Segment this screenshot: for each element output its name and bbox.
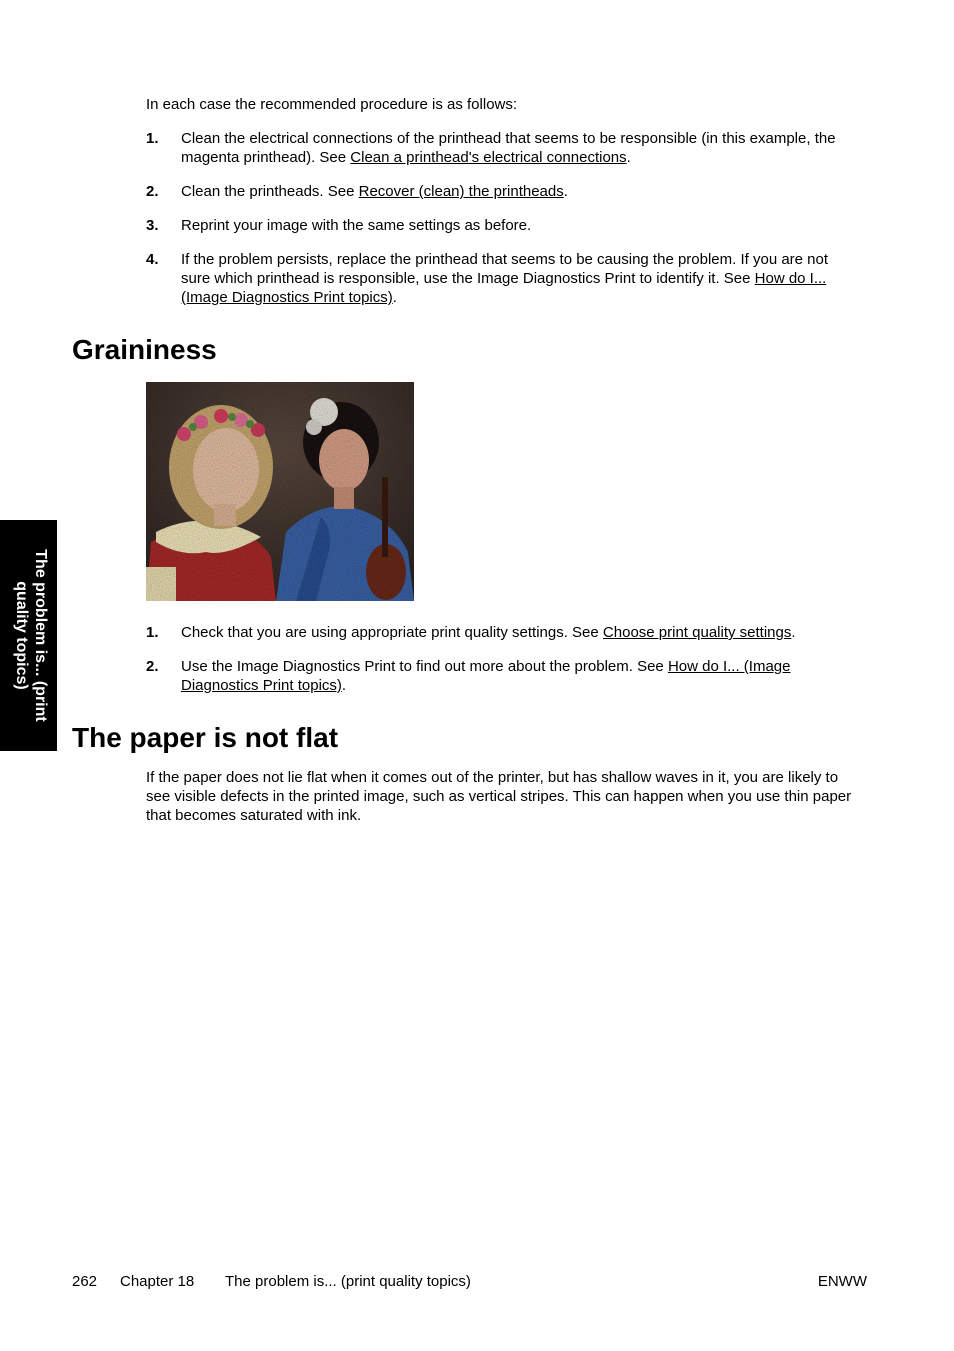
step-number: 2. xyxy=(146,658,159,675)
step-number: 2. xyxy=(146,183,159,200)
link-recover-printheads[interactable]: Recover (clean) the printheads xyxy=(358,183,564,200)
footer-section: The problem is... (print quality topics) xyxy=(225,1273,471,1290)
link-image-diagnostics-topics[interactable]: How do I... (Image Diagnostics Print topics) xyxy=(181,658,791,694)
list-item xyxy=(146,216,861,235)
list-item xyxy=(146,182,861,201)
step-number: 1. xyxy=(146,624,159,641)
step-punct: . xyxy=(341,677,347,694)
chapter-side-tab xyxy=(0,520,57,751)
step-text: Use the Image Diagnostics Print to find out more about the problem. See xyxy=(181,658,668,675)
footer-chapter: Chapter 18 xyxy=(120,1273,195,1290)
procedure-list xyxy=(146,129,861,322)
link-choose-print-quality[interactable]: Choose print quality settings xyxy=(602,624,792,641)
step-text: Reprint your image with the same settings as before. xyxy=(181,217,532,234)
page-number: 262 xyxy=(72,1273,98,1290)
list-item xyxy=(146,623,861,642)
intro-text: In each case the recommended procedure is as follows: xyxy=(146,96,518,113)
link-clean-electrical-connections[interactable]: Clean a printhead's electrical connections xyxy=(350,149,627,166)
step-number: 4. xyxy=(146,251,159,268)
step-text: Check that you are using appropriate print quality settings. See xyxy=(181,624,603,641)
footer-code: ENWW xyxy=(817,1273,867,1290)
graininess-list xyxy=(146,623,861,710)
step-text: Clean the printheads. See xyxy=(181,183,359,200)
step-text: If the problem persists, replace the printhead that seems to be causing the problem. If you are not sure which printhead is responsible, use the Image Diagnostics Print to identify it. See xyxy=(181,251,829,287)
step-punct: . xyxy=(626,149,631,166)
step-punct: . xyxy=(791,624,796,641)
page-footer xyxy=(72,1272,867,1291)
heading-graininess: Graininess xyxy=(72,334,217,365)
paper-not-flat-text: If the paper does not lie flat when it comes out of the printer, but has shallow waves in it, you are likely to see visible defects in the printed image, such as vertical stripes. This can happen when you use thin paper that becomes saturated with ink. xyxy=(146,769,852,824)
list-item xyxy=(146,129,861,167)
step-number: 3. xyxy=(146,217,159,234)
step-number: 1. xyxy=(146,130,159,147)
side-tab-label: The problem is... (print quality topics) xyxy=(13,549,49,722)
heading-paper-not-flat: The paper is not flat xyxy=(72,722,339,753)
step-text: Clean the electrical connections of the printhead that seems to be responsible (in this example, the magenta printhead). See xyxy=(181,130,836,166)
step-punct: . xyxy=(563,183,568,200)
graininess-sample-photo xyxy=(146,382,414,601)
list-item xyxy=(146,657,861,695)
link-image-diagnostics-topics[interactable]: How do I... (Image Diagnostics Print topics) xyxy=(181,270,827,306)
step-punct: . xyxy=(392,289,397,306)
list-item xyxy=(146,250,861,307)
